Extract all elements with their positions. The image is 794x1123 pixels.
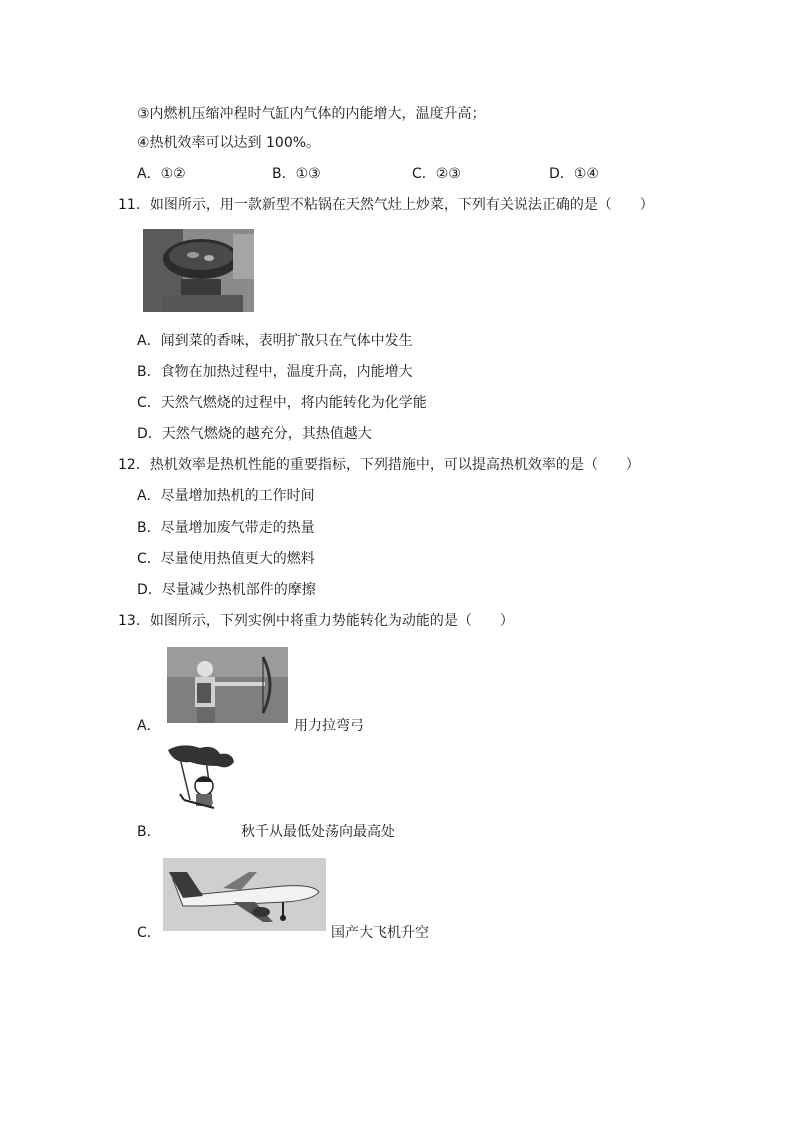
q11-stem: 11．如图所示，用一款新型不粘锅在天然气灶上炒菜，下列有关说法正确的是（ ） [118, 197, 654, 213]
archer-image [167, 647, 288, 723]
q10-option-d: D．①④ [549, 166, 599, 182]
q10-option-b: B．①③ [272, 166, 321, 182]
q12-stem: 12．热机效率是热机性能的重要指标，下列措施中，可以提高热机效率的是（ ） [118, 457, 640, 473]
q10-item-4: ④热机效率可以达到 100%。 [137, 135, 321, 151]
q13-option-a-letter: A． [137, 718, 161, 734]
q11-option-d: D．天然气燃烧的越充分，其热值越大 [137, 426, 372, 442]
wok-on-stove-image [143, 229, 254, 312]
q13-stem: 13．如图所示，下列实例中将重力势能转化为动能的是（ ） [118, 613, 514, 629]
airplane-image [163, 858, 326, 931]
q13-option-c-caption: 国产大飞机升空 [331, 925, 429, 941]
q10-option-c: C．②③ [412, 166, 461, 182]
q12-option-a: A．尽量增加热机的工作时间 [137, 488, 315, 504]
q11-option-c: C．天然气燃烧的过程中，将内能转化为化学能 [137, 395, 427, 411]
q13-option-a-caption: 用力拉弯弓 [294, 718, 364, 734]
q10-item-3: ③内燃机压缩冲程时气缸内气体的内能增大，温度升高； [137, 106, 486, 122]
q11-option-b: B．食物在加热过程中，温度升高，内能增大 [137, 364, 413, 380]
q13-option-c-letter: C． [137, 925, 161, 941]
q12-option-b: B．尽量增加废气带走的热量 [137, 520, 315, 536]
q10-option-a: A．①② [137, 166, 186, 182]
swing-image [162, 742, 237, 828]
q13-option-b-caption: 秋千从最低处荡向最高处 [241, 824, 395, 840]
q13-option-b-letter: B． [137, 824, 161, 840]
q12-option-d: D．尽量减少热机部件的摩擦 [137, 582, 316, 598]
q11-option-a: A．闻到菜的香味，表明扩散只在气体中发生 [137, 333, 413, 349]
q12-option-c: C．尽量使用热值更大的燃料 [137, 551, 315, 567]
